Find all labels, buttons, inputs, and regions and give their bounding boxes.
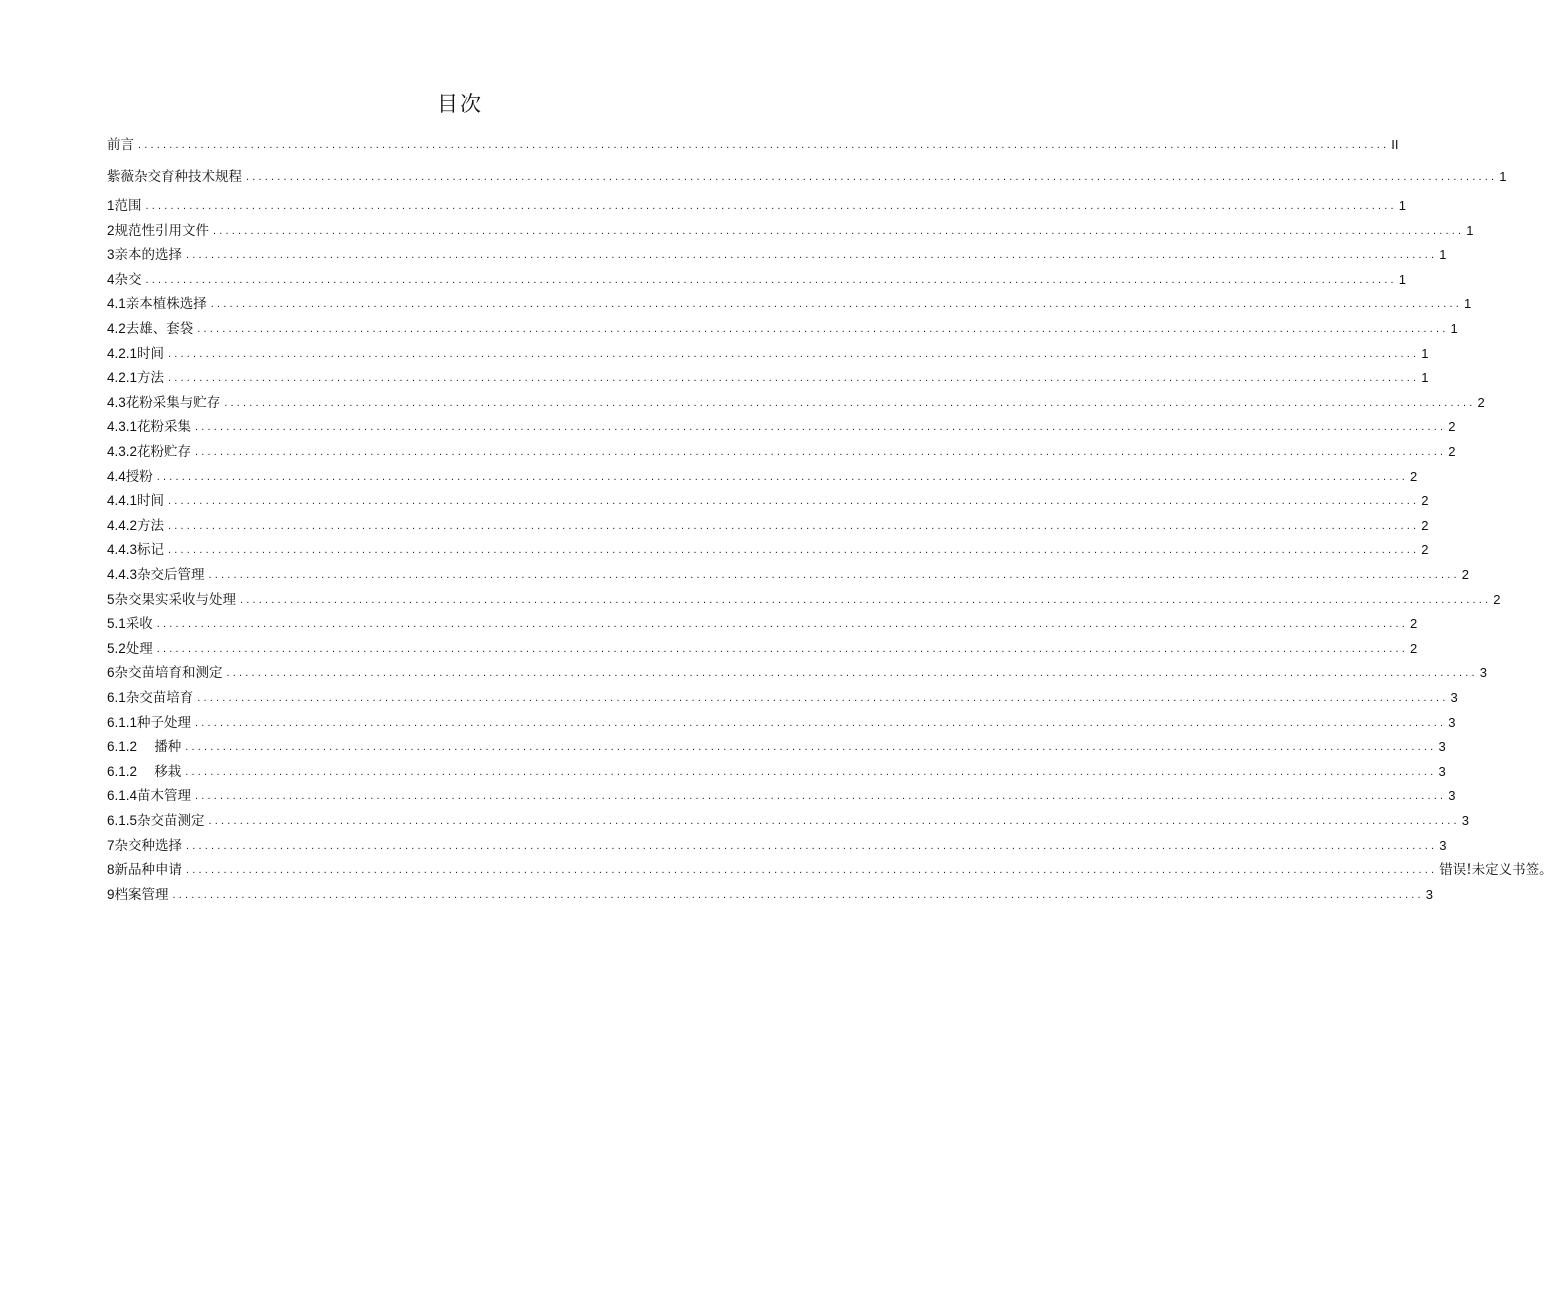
toc-entry-title: 苗木管理 bbox=[137, 788, 192, 805]
toc-entry[interactable] bbox=[107, 589, 1501, 609]
toc-entry[interactable] bbox=[107, 884, 1433, 904]
toc-entry[interactable] bbox=[107, 318, 1458, 338]
toc-entry[interactable] bbox=[107, 166, 1507, 186]
toc-entry-title: 花粉贮存 bbox=[137, 444, 192, 460]
toc-entry[interactable] bbox=[107, 810, 1469, 830]
toc-entry-page-number: 2 bbox=[1448, 444, 1456, 459]
toc-entry-title: 前言 bbox=[107, 137, 134, 153]
toc-entry-number: 3 bbox=[107, 247, 115, 263]
toc-entry[interactable] bbox=[107, 662, 1487, 682]
toc-entry-page-number: 2 bbox=[1477, 394, 1485, 410]
toc-leader-dots: ........................................................................................................................................................................................................ bbox=[145, 200, 1397, 212]
toc-entry-number: 4.4.2 bbox=[107, 517, 138, 533]
toc-leader-dots: ........................................................................................................................................................................................................ bbox=[224, 396, 1476, 409]
toc-leader-dots: ........................................................................................................................................................................................................ bbox=[195, 716, 1447, 729]
toc-entry-page-number: 1 bbox=[1398, 271, 1406, 287]
toc-leader-dots: ........................................................................................................................................................................................................ bbox=[208, 569, 1460, 581]
toc-entry-number: 4.4.3 bbox=[107, 542, 138, 558]
toc-entry-title: 时间 bbox=[137, 493, 165, 510]
toc-leader-dots: ........................................................................................................................................................................................................ bbox=[168, 495, 1420, 508]
toc-entry-page-number: 1 bbox=[1499, 169, 1507, 184]
toc-leader-dots: ........................................................................................................................................................................................................ bbox=[185, 765, 1437, 778]
toc-entry-page-number: 2 bbox=[1493, 591, 1501, 607]
toc-entry-number: 4.3.1 bbox=[107, 419, 138, 435]
toc-leader-dots: ........................................................................................................................................................................................................ bbox=[197, 692, 1449, 704]
toc-entry-number: 6.1.2 bbox=[107, 763, 138, 779]
toc-entry-number: 6.1.1 bbox=[107, 714, 138, 730]
toc-entry-number: 5 bbox=[107, 591, 115, 607]
toc-entry-number: 9 bbox=[107, 886, 115, 902]
toc-entry-number: 6.1.4 bbox=[107, 788, 138, 804]
toc-entry-number: 2 bbox=[107, 222, 115, 238]
toc-leader-dots: ........................................................................................................................................................................................................ bbox=[156, 470, 1409, 483]
toc-leader-dots: ........................................................................................................................................................................................................ bbox=[138, 139, 1390, 151]
toc-entry-title: 杂交苗培育 bbox=[125, 690, 194, 706]
toc-entry[interactable] bbox=[107, 687, 1458, 707]
toc-entry[interactable] bbox=[107, 269, 1406, 289]
toc-leader-dots: ........................................................................................................................................................................................................ bbox=[195, 421, 1447, 434]
toc-entry[interactable] bbox=[107, 736, 1446, 756]
toc-entry[interactable] bbox=[107, 539, 1429, 559]
toc-entry[interactable] bbox=[107, 859, 1553, 879]
toc-entry-title: 去雄、套袋 bbox=[125, 321, 194, 337]
toc-leader-dots: ........................................................................................................................................................................................................ bbox=[186, 249, 1438, 262]
toc-entry[interactable] bbox=[107, 367, 1429, 387]
toc-entry[interactable] bbox=[107, 416, 1456, 436]
toc-entry-title: 范围 bbox=[114, 198, 142, 214]
toc-leader-dots: ........................................................................................................................................................................................................ bbox=[197, 323, 1449, 335]
toc-entry[interactable] bbox=[107, 613, 1418, 633]
toc-leader-dots: ........................................................................................................................................................................................................ bbox=[156, 618, 1409, 631]
toc-leader-dots: ........................................................................................................................................................................................................ bbox=[168, 347, 1420, 360]
toc-leader-dots: ........................................................................................................................................................................................................ bbox=[246, 171, 1498, 183]
toc-leader-dots: ........................................................................................................................................................................................................ bbox=[186, 839, 1438, 852]
toc-entry-page-number: 3 bbox=[1438, 763, 1446, 779]
toc-entry-title: 亲本的选择 bbox=[114, 247, 183, 264]
toc-entry[interactable] bbox=[107, 515, 1429, 535]
toc-entry[interactable] bbox=[107, 785, 1456, 805]
toc-entry-title: 种子处理 bbox=[137, 714, 192, 731]
toc-entry-number: 4.4.3 bbox=[107, 567, 138, 582]
toc-entry[interactable] bbox=[107, 466, 1418, 486]
toc-entry-page-number: 2 bbox=[1461, 567, 1469, 582]
toc-leader-dots: ........................................................................................................................................................................................................ bbox=[208, 815, 1460, 827]
toc-entry-number: 8 bbox=[107, 862, 115, 878]
toc-entry-page-number: 2 bbox=[1421, 493, 1429, 509]
toc-entry-title: 亲本植株选择 bbox=[125, 296, 207, 313]
toc-entry[interactable] bbox=[107, 293, 1472, 313]
toc-entry-page-number: 错误!未定义书签。 bbox=[1439, 862, 1553, 879]
toc-entry-page-number: 3 bbox=[1439, 837, 1447, 853]
toc-entry-page-number: 1 bbox=[1450, 321, 1458, 336]
toc-entry-number: 6.1.2 bbox=[107, 739, 138, 755]
page-title: 目次 bbox=[437, 92, 483, 116]
toc-entry-title: 杂交 bbox=[114, 271, 142, 288]
toc-leader-dots: ........................................................................................................................................................................................................ bbox=[168, 544, 1420, 557]
toc-leader-dots: ........................................................................................................................................................................................................ bbox=[168, 519, 1420, 532]
toc-entry-title: 方法 bbox=[137, 370, 165, 387]
toc-entry-title: 时间 bbox=[137, 345, 165, 362]
toc-leader-dots: ........................................................................................................................................................................................................ bbox=[156, 642, 1409, 655]
toc-entry-page-number: 2 bbox=[1421, 517, 1429, 533]
toc-entry-number: 4.2.1 bbox=[107, 345, 138, 361]
toc-entry-title: 杂交果实采收与处理 bbox=[114, 591, 237, 608]
toc-entry-title: 授粉 bbox=[125, 468, 153, 485]
toc-entry-page-number: 2 bbox=[1410, 616, 1418, 632]
toc-leader-dots: ........................................................................................................................................................................................................ bbox=[186, 864, 1438, 877]
toc-entry-page-number: 1 bbox=[1464, 296, 1472, 312]
toc-leader-dots: ........................................................................................................................................................................................................ bbox=[240, 593, 1492, 606]
toc-entry-title: 移栽 bbox=[137, 763, 182, 780]
toc-entry[interactable] bbox=[107, 490, 1429, 510]
toc-entry-page-number: 2 bbox=[1410, 640, 1418, 656]
toc-entry-number: 5.1 bbox=[107, 616, 126, 632]
toc-entry-page-number: II bbox=[1391, 137, 1399, 152]
toc-entry-page-number: 2 bbox=[1410, 468, 1418, 484]
toc-entry-page-number: 3 bbox=[1425, 886, 1433, 902]
toc-entry-page-number: 3 bbox=[1438, 739, 1446, 755]
toc-entry-number: 4.3 bbox=[107, 394, 126, 410]
toc-leader-dots: ........................................................................................................................................................................................................ bbox=[195, 446, 1447, 458]
toc-entry-page-number: 1 bbox=[1421, 370, 1429, 386]
toc-leader-dots: ........................................................................................................................................................................................................ bbox=[210, 298, 1463, 311]
toc-entry-number: 7 bbox=[107, 837, 115, 853]
toc-entry-number: 4.3.2 bbox=[107, 444, 138, 459]
toc-leader-dots: ........................................................................................................................................................................................................ bbox=[168, 372, 1420, 385]
toc-entry-title: 杂交苗测定 bbox=[137, 813, 205, 829]
toc-entry-title: 方法 bbox=[137, 517, 165, 534]
toc-entry-page-number: 1 bbox=[1466, 222, 1474, 238]
toc-entry[interactable] bbox=[107, 195, 1406, 215]
toc-entry-page-number: 3 bbox=[1479, 665, 1487, 681]
toc-leader-dots: ........................................................................................................................................................................................................ bbox=[185, 741, 1437, 754]
toc-entry[interactable] bbox=[107, 244, 1447, 264]
toc-entry-number: 1 bbox=[107, 198, 115, 213]
toc-entry-number: 4.2 bbox=[107, 321, 126, 336]
toc-entry-title: 花粉采集与贮存 bbox=[125, 394, 221, 411]
toc-entry-page-number: 1 bbox=[1421, 345, 1429, 361]
toc-entry-title: 标记 bbox=[137, 542, 165, 559]
toc-entry-number: 4.1 bbox=[107, 296, 126, 312]
toc-entry[interactable] bbox=[107, 441, 1456, 461]
toc-entry[interactable] bbox=[107, 761, 1446, 781]
toc-entry-page-number: 2 bbox=[1421, 542, 1429, 558]
toc-leader-dots: ........................................................................................................................................................................................................ bbox=[145, 273, 1397, 286]
toc-entry-title: 花粉采集 bbox=[137, 419, 192, 436]
toc-entry-number: 5.2 bbox=[107, 640, 126, 656]
toc-entry-page-number: 3 bbox=[1448, 788, 1456, 804]
toc-entry-page-number: 3 bbox=[1450, 690, 1458, 705]
toc-entry[interactable] bbox=[107, 134, 1399, 154]
toc-entry[interactable] bbox=[107, 712, 1456, 732]
toc-entry[interactable] bbox=[107, 564, 1469, 584]
toc-entry-title: 档案管理 bbox=[114, 886, 169, 903]
toc-entry-page-number: 1 bbox=[1439, 247, 1447, 263]
toc-entry-number: 6.1 bbox=[107, 690, 126, 705]
toc-entry-title: 紫薇杂交育种技术规程 bbox=[107, 169, 242, 185]
toc-entry-title: 规范性引用文件 bbox=[114, 222, 210, 239]
toc-entry-title: 杂交苗培育和测定 bbox=[114, 665, 223, 682]
toc-leader-dots: ........................................................................................................................................................................................................ bbox=[195, 790, 1447, 803]
toc-leader-dots: ........................................................................................................................................................................................................ bbox=[172, 888, 1424, 901]
toc-entry-number: 4.4 bbox=[107, 468, 126, 484]
toc-entry-title: 杂交后管理 bbox=[137, 567, 205, 583]
toc-entry-number: 6.1.5 bbox=[107, 813, 138, 828]
toc-entry-title: 新品种申请 bbox=[114, 862, 183, 879]
toc-entry-number: 4.2.1 bbox=[107, 370, 138, 386]
toc-entry[interactable] bbox=[107, 220, 1474, 240]
toc-entry-title: 处理 bbox=[125, 640, 153, 657]
toc-entry-number: 6 bbox=[107, 665, 115, 681]
toc-entry-page-number: 2 bbox=[1448, 419, 1456, 435]
toc-entry-title: 采收 bbox=[125, 616, 153, 633]
toc-entry-number: 4.4.1 bbox=[107, 493, 138, 509]
toc-entry[interactable] bbox=[107, 343, 1429, 363]
toc-entry[interactable] bbox=[107, 638, 1418, 658]
toc-entry-page-number: 1 bbox=[1398, 198, 1406, 213]
toc-entry[interactable] bbox=[107, 392, 1485, 412]
toc-entry-title: 杂交种选择 bbox=[114, 837, 183, 854]
toc-entry-page-number: 3 bbox=[1461, 813, 1469, 828]
toc-leader-dots: ........................................................................................................................................................................................................ bbox=[226, 667, 1478, 680]
toc-entry-page-number: 3 bbox=[1448, 714, 1456, 730]
toc-entry-number: 4 bbox=[107, 271, 115, 287]
toc-entry[interactable] bbox=[107, 835, 1447, 855]
toc-entry-title: 播种 bbox=[137, 739, 182, 756]
toc-leader-dots: ........................................................................................................................................................................................................ bbox=[213, 224, 1465, 237]
